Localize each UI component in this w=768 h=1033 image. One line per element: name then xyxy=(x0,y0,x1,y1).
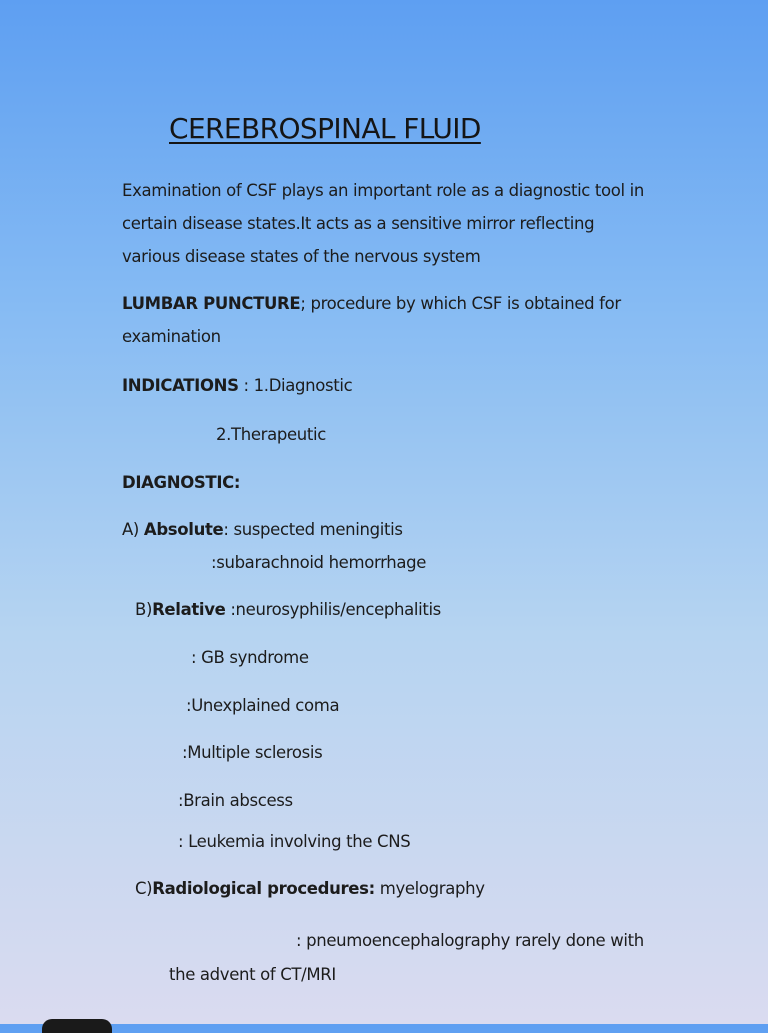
radiological-item: the advent of CT/MRI xyxy=(169,965,336,984)
relative-item: : Leukemia involving the CNS xyxy=(178,832,411,851)
intro-line-2: certain disease states.It acts as a sensitive mirror reflecting xyxy=(122,214,595,233)
overlay-handle xyxy=(42,1019,112,1033)
indication-diagnostic: : 1.Diagnostic xyxy=(238,376,353,395)
indications-label: INDICATIONS xyxy=(122,376,239,395)
relative-prefix: B) xyxy=(135,600,153,619)
radiological-label: Radiological procedures: xyxy=(152,879,375,898)
diagnostic-heading: DIAGNOSTIC: xyxy=(122,473,241,492)
lumbar-puncture-text: ; procedure by which CSF is obtained for xyxy=(300,294,621,313)
indications-line xyxy=(122,376,352,395)
relative-item: :Unexplained coma xyxy=(186,696,340,715)
relative-label: Relative xyxy=(152,600,226,619)
indication-therapeutic: 2.Therapeutic xyxy=(216,425,326,444)
intro-line-1: Examination of CSF plays an important role as a diagnostic tool in xyxy=(122,181,645,200)
relative-item: : GB syndrome xyxy=(191,648,309,667)
relative-text: :neurosyphilis/encephalitis xyxy=(225,600,441,619)
relative-item: :Brain abscess xyxy=(178,791,293,810)
relative-line xyxy=(135,600,441,619)
radiological-item: : pneumoencephalography rarely done with xyxy=(296,931,644,950)
relative-item: :Multiple sclerosis xyxy=(182,743,323,762)
radiological-prefix: C) xyxy=(135,879,153,898)
page-title: CEREBROSPINAL FLUID xyxy=(169,112,481,145)
absolute-text: : suspected meningitis xyxy=(223,520,403,539)
absolute-item: :subarachnoid hemorrhage xyxy=(211,553,427,572)
absolute-line xyxy=(122,520,403,539)
radiological-text: myelography xyxy=(374,879,485,898)
lumbar-puncture-line xyxy=(122,294,621,313)
intro-line-3: various disease states of the nervous system xyxy=(122,247,481,266)
lumbar-puncture-label: LUMBAR PUNCTURE xyxy=(122,294,301,313)
lumbar-puncture-line-2: examination xyxy=(122,327,221,346)
absolute-prefix: A) xyxy=(122,520,144,539)
radiological-line xyxy=(135,879,485,898)
absolute-label: Absolute xyxy=(143,520,224,539)
